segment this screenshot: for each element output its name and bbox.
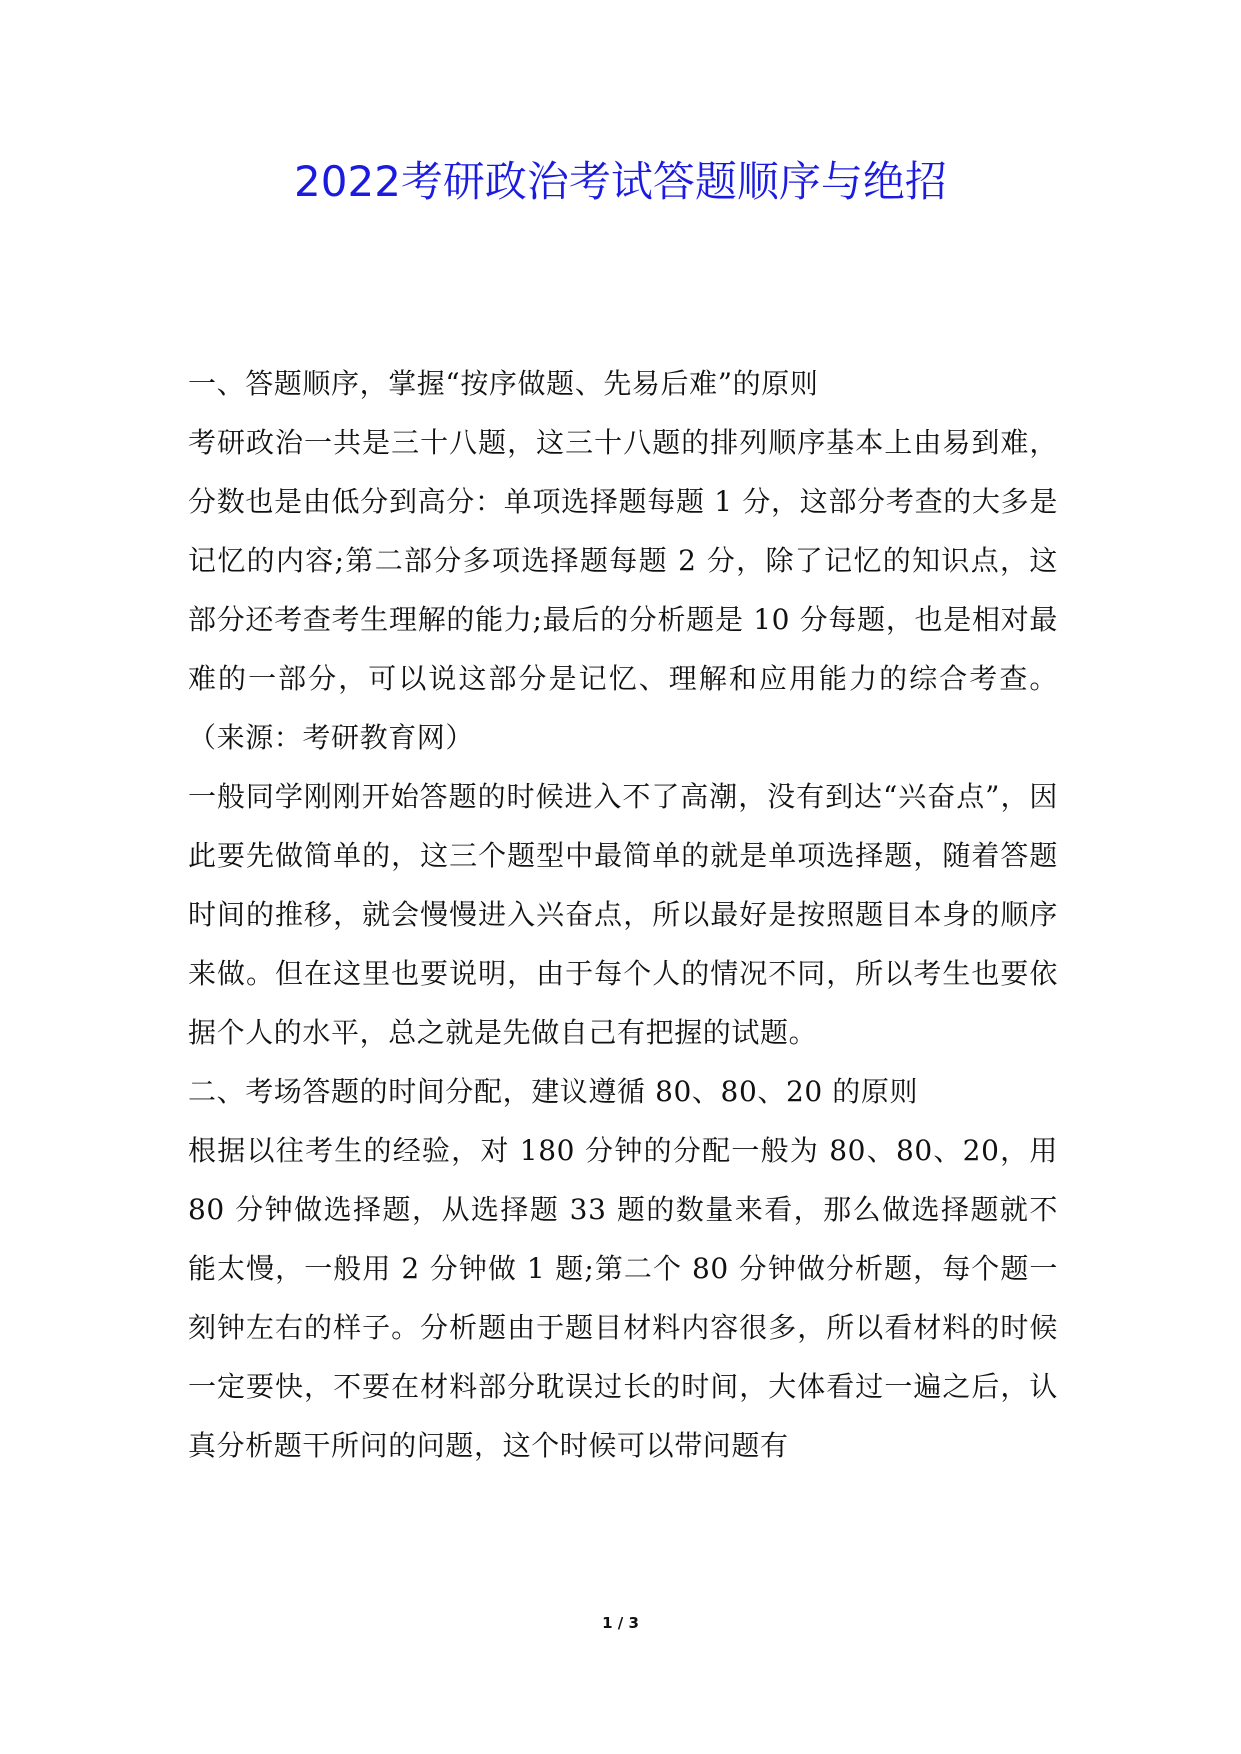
document-title: 2022考研政治考试答题顺序与绝招: [294, 157, 947, 206]
paragraph-time-allocation: 根据以往考生的经验，对 180 分钟的分配一般为 80、80、20，用 80 分钟做选择题，从选择题 33 题的数量来看，那么做选择题就不能太慢，一般用 2 分钟做 1 题;第二个 80 分钟做分析题，每个题一刻钟左右的样子。分析题由于题目材料内容很多，所以看材料的时候一定要快，不要在材料部分耽误过长的时间，大体看过一遍之后，认真分析题干所问的问题，这个时候可以带问题有: [188, 1134, 1058, 1462]
section-heading-time-allocation: 二、考场答题的时间分配，建议遵循 80、80、20 的原则: [188, 1075, 919, 1108]
page-number: 1 / 3: [602, 1614, 639, 1632]
document-body: [188, 354, 1058, 1475]
paragraph-question-structure: 考研政治一共是三十八题，这三十八题的排列顺序基本上由易到难，分数也是由低分到高分：单项选择题每题 1 分，这部分考查的大多是记忆的内容;第二部分多项选择题每题 2 分，除了记忆的知识点，这部分还考查考生理解的能力;最后的分析题是 10 分每题，也是相对最难的一部分，可以说这部分是记忆、理解和应用能力的综合考查。（来源：考研教育网）: [188, 426, 1058, 754]
paragraph-easy-first: 一般同学刚刚开始答题的时候进入不了高潮，没有到达“兴奋点”，因此要先做简单的，这三个题型中最简单的就是单项选择题，随着答题时间的推移，就会慢慢进入兴奋点，所以最好是按照题目本身的顺序来做。但在这里也要说明，由于每个人的情况不同，所以考生也要依据个人的水平，总之就是先做自己有把握的试题。: [188, 780, 1058, 1049]
section-heading-answer-order: 一、答题顺序，掌握“按序做题、先易后难”的原则: [188, 367, 819, 400]
